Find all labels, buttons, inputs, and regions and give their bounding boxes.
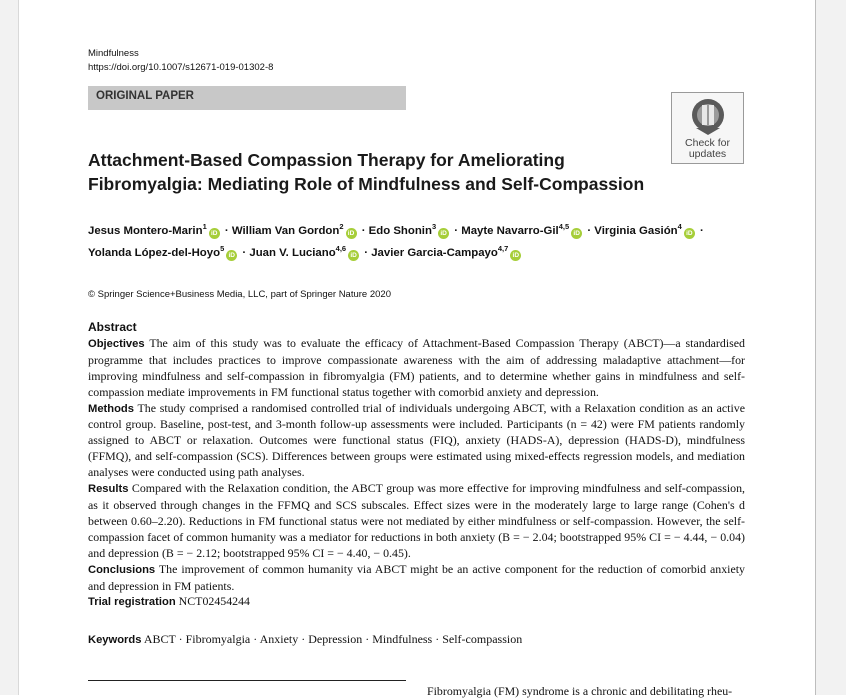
orcid-icon[interactable]: iD (348, 250, 359, 261)
orcid-icon[interactable]: iD (510, 250, 521, 261)
abstract-methods: Methods The study comprised a randomised controlled trial of individuals undergoing ABCT, with a Relaxation condition as an active control group. Baseline, post-test, and 3-month follow-up assessments were included. Participants (n = 42) were FM patients randomly assigned to ABCT or relaxation. Outcomes were functional status (FIQ), anxiety (HADS-A), depression (HADS-D), mindfulness (FFMQ), and self-compassion (SCS). Differences between groups were estimated using mixed-effects regression models, and mediation analyses were conducted using path analyses. (88, 400, 745, 480)
abstract-objectives: Objectives The aim of this study was to evaluate the efficacy of Attachment-Based Compassion Therapy (ABCT)—a standardised programme that includes practices to improve compassionate awareness with the aim of addressing maladaptive attachment—for improving mindfulness and self-compassion in fibromyalgia (FM) patients, and to determine whether gains in mindfulness and self-compassion mediate improvements in FM functional status together with comorbid anxiety and depression. (88, 335, 745, 399)
badge-line-1: Check for (685, 137, 730, 149)
keywords-list: ABCT · Fibromyalgia · Anxiety · Depression · Mindfulness · Self-compassion (143, 632, 523, 646)
author[interactable]: Javier Garcia-Campayo$^{4,7}$ (371, 243, 509, 259)
trial-registration: Trial registration NCT02454244 (88, 594, 251, 609)
author[interactable]: Yolanda López-del-Hoyo$^5$ (88, 243, 225, 259)
footnote-divider (88, 680, 406, 681)
title-line-1: Attachment-Based Compassion Therapy for Ameliorating (88, 150, 565, 170)
author[interactable]: Virginia Gasión$^4$ (594, 222, 682, 237)
badge-line-2: updates (688, 148, 727, 160)
abstract-heading: Abstract (88, 320, 137, 334)
author[interactable]: William Van Gordon$^2$ (231, 222, 344, 237)
abstract-results: Results Compared with the Relaxation condition, the ABCT group was more effective for improving mindfulness and self-compassion, as it observed through changes in the FFMQ and SCS subscales. Effect sizes were in the moderately large to large range (Cohen's d between 0.60–2.20). Reductions in FM functional status were not mediated by either mindfulness or self-compassion. However, the self-compassion facet of common humanity was a mediator for reductions in both anxiety (B = − 2.04; bootstrapped 95% CI = − 4.44, − 0.04) and depression (B = − 2.12; bootstrapped 95% CI = − 4.40, − 0.45). (88, 481, 745, 560)
orcid-icon[interactable]: iD (438, 228, 449, 239)
article-title (88, 148, 688, 196)
orcid-icon[interactable]: iD (684, 228, 695, 239)
journal-header (88, 47, 273, 75)
article-type-banner (88, 86, 406, 110)
abstract-conclusions: Conclusions The improvement of common humanity via ABCT might be an active component for the reduction of comorbid anxiety and depression in FM patients. (88, 561, 745, 593)
orcid-icon[interactable]: iD (571, 228, 582, 239)
copyright-notice: © Springer Science+Business Media, LLC, part of Springer Nature 2020 (88, 289, 391, 300)
orcid-icon[interactable]: iD (226, 250, 237, 261)
author[interactable]: Jesus Montero-Marin$^1$ (88, 222, 207, 237)
article-type-label: ORIGINAL PAPER (96, 90, 194, 102)
doi-link[interactable]: https://doi.org/10.1007/s12671-019-01302-8 (88, 62, 274, 73)
author[interactable]: Mayte Navarro-Gil$^{4,5}$ (461, 222, 570, 237)
title-line-2: Fibromyalgia: Mediating Role of Mindfulness and Self-Compassion (88, 174, 645, 194)
viewer-margin-left (0, 0, 19, 695)
keywords-label: Keywords (88, 634, 142, 646)
orcid-icon[interactable]: iD (346, 228, 357, 239)
viewer-margin-right (815, 0, 846, 695)
author[interactable]: Juan V. Luciano$^{4,6}$ (249, 243, 347, 259)
crossmark-icon (690, 98, 726, 136)
orcid-icon[interactable]: iD (209, 228, 220, 239)
author[interactable]: Edo Shonin$^3$ (368, 222, 437, 237)
author-list: Jesus Montero-Marin$^1$iD · William Van Gordon$^2$iD · Edo Shonin$^3$iD · Mayte Navarro-Gil$^{4,5}$iD · Virginia Gasión$^4$iD · Yolanda López-del-Hoyo$^5$iD · Juan V. Luciano$^{4,6}$iD · Javier Garcia-Campayo$^{4,7}$iD (88, 222, 704, 259)
journal-name: Mindfulness (88, 48, 139, 59)
body-text-start: Fibromyalgia (FM) syndrome is a chronic and debilitating rheu- (427, 684, 733, 698)
keywords (88, 632, 522, 647)
abstract-section (88, 320, 745, 611)
